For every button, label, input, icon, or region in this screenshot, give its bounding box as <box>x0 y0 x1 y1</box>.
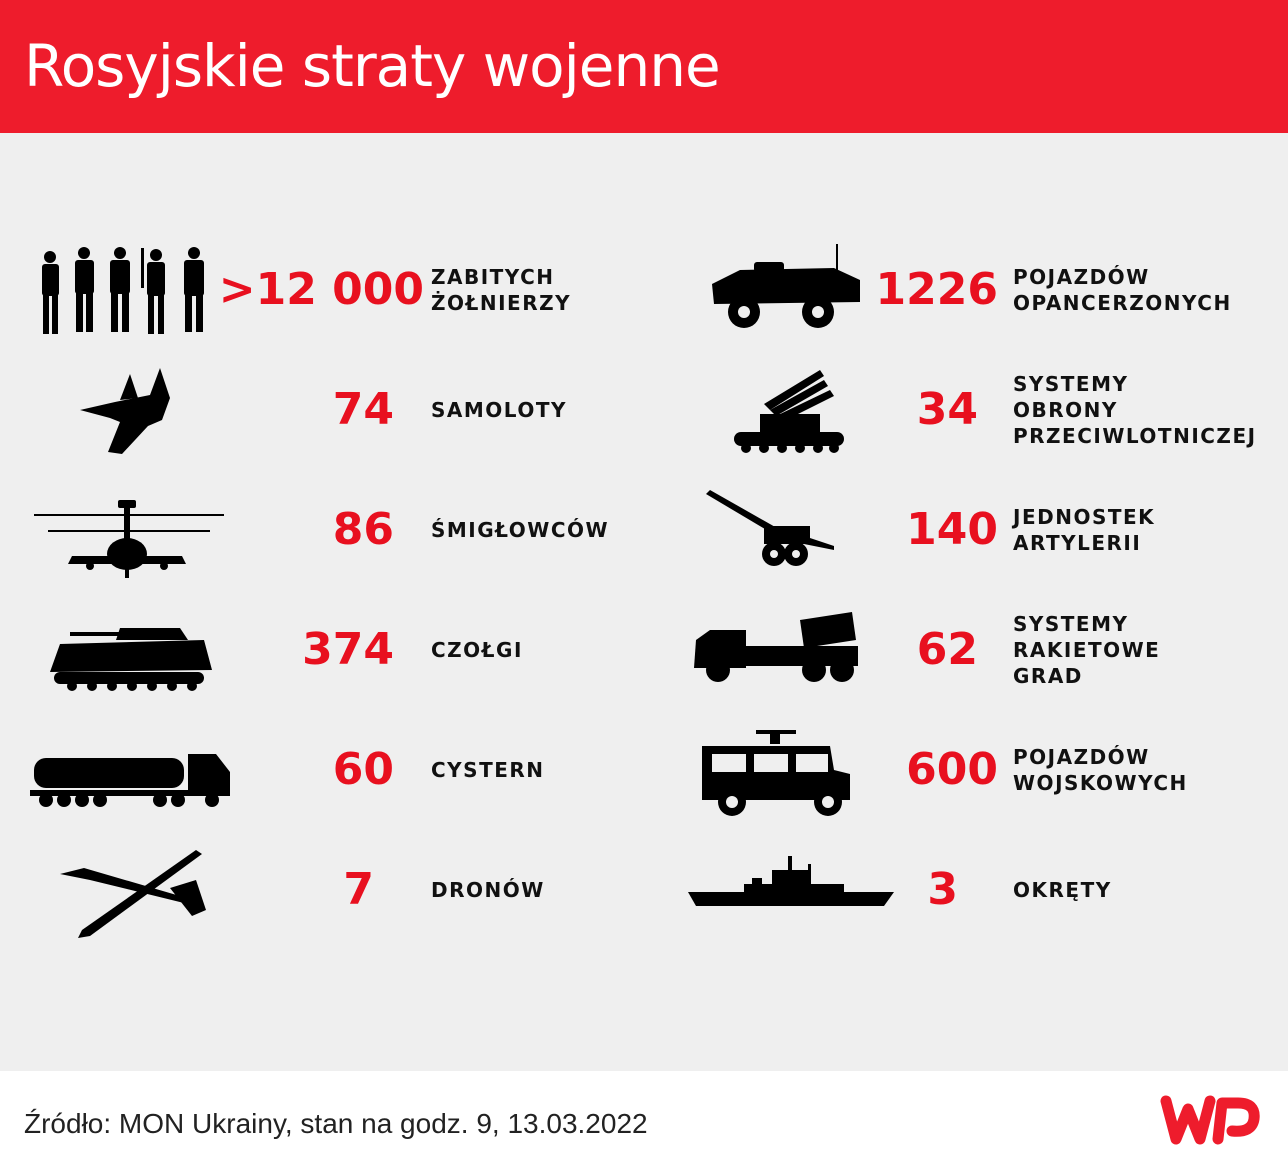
stat-warships <box>644 835 1288 945</box>
stat-value: 600 <box>906 744 998 795</box>
stat-label: OKRĘTY <box>1013 878 1112 902</box>
stat-label: ZABITYCH ŻOŁNIERZY <box>431 265 572 315</box>
stat-value: 62 <box>916 624 978 675</box>
armored-vehicle-icon <box>684 240 894 340</box>
military-truck-icon <box>684 720 894 820</box>
stat-value: 60 <box>332 744 394 795</box>
stat-label: SYSTEMY OBRONY PRZECIWLOTNICZEJ <box>1013 372 1257 448</box>
stat-armored-vehicles <box>644 235 1288 345</box>
stat-label: SAMOLOTY <box>431 398 567 422</box>
stat-military-vehicles <box>644 715 1288 825</box>
stat-value: 74 <box>332 384 394 435</box>
stat-value: 86 <box>332 504 394 555</box>
fuel-tanker-icon <box>20 720 230 820</box>
header-banner <box>0 0 1288 133</box>
source-note: Źródło: MON Ukrainy, stan na godz. 9, 13.03.2022 <box>24 1108 648 1139</box>
tank-icon <box>20 600 230 700</box>
stat-anti-aircraft <box>644 355 1288 465</box>
stat-aircraft <box>0 355 644 465</box>
stat-tanks <box>0 595 644 705</box>
warship-icon <box>684 840 894 940</box>
stat-value: 34 <box>916 384 978 435</box>
stat-drones <box>0 835 644 945</box>
stat-artillery <box>644 475 1288 585</box>
rocket-launcher-icon <box>684 600 894 700</box>
stat-value: 1226 <box>875 264 998 315</box>
page-title: Rosyjskie straty wojenne <box>24 32 720 100</box>
stat-rocket-launchers <box>644 595 1288 705</box>
anti-aircraft-icon <box>684 360 894 460</box>
stat-label: ŚMIGŁOWCÓW <box>431 518 610 542</box>
stat-value: 140 <box>906 504 998 555</box>
stat-label: DRONÓW <box>431 878 545 902</box>
stat-label: SYSTEMY RAKIETOWE GRAD <box>1013 612 1161 688</box>
stat-value: 374 <box>302 624 394 675</box>
fighter-jet-icon <box>20 360 230 460</box>
stat-label: JEDNOSTEK ARTYLERII <box>1013 505 1156 555</box>
soldiers-icon <box>20 240 230 340</box>
stat-value: 3 <box>927 864 958 915</box>
stat-value: 7 <box>343 864 374 915</box>
helicopter-icon <box>20 480 230 580</box>
stat-label: CYSTERN <box>431 758 545 782</box>
stat-value: >12 000 <box>218 264 424 315</box>
stats-grid <box>0 133 1288 1071</box>
footer <box>0 1071 1288 1174</box>
stat-label: POJAZDÓW WOJSKOWYCH <box>1013 745 1188 795</box>
stat-soldiers <box>0 235 644 345</box>
stat-label: POJAZDÓW OPANCERZONYCH <box>1013 265 1232 315</box>
drone-icon <box>20 840 230 940</box>
stat-tankers <box>0 715 644 825</box>
wp-logo-icon[interactable] <box>1158 1091 1264 1151</box>
stat-helicopters <box>0 475 644 585</box>
stat-label: CZOŁGI <box>431 638 523 662</box>
artillery-icon <box>684 480 894 580</box>
